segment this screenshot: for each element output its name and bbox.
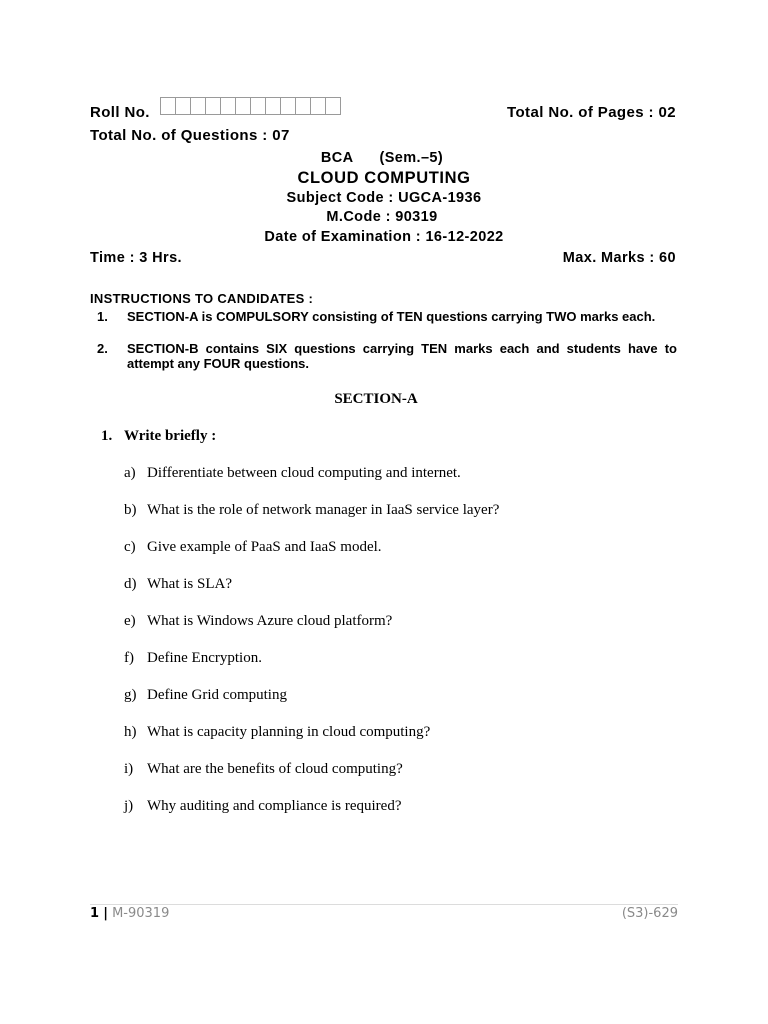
programme-line xyxy=(0,150,766,166)
part-text: What are the benefits of cloud computing? xyxy=(147,761,403,777)
roll-number-box[interactable] xyxy=(205,97,221,115)
footer-divider xyxy=(90,904,678,905)
question-number: 1. xyxy=(101,428,113,444)
course-title: CLOUD COMPUTING xyxy=(297,169,471,187)
question-part xyxy=(124,539,382,556)
footer-page-number: 1 xyxy=(90,906,100,921)
instruction-number: 1. xyxy=(97,309,108,324)
question-part xyxy=(124,761,403,778)
roll-number-box[interactable] xyxy=(220,97,236,115)
question-part xyxy=(124,613,392,630)
part-letter: f) xyxy=(124,650,134,666)
part-text: Why auditing and compliance is required? xyxy=(147,798,402,814)
subject-code: Subject Code : UGCA-1936 xyxy=(286,190,482,206)
max-marks: Max. Marks : 60 xyxy=(562,250,676,266)
part-letter: g) xyxy=(124,687,137,703)
footer-left xyxy=(90,906,169,921)
part-text: Differentiate between cloud computing and internet. xyxy=(147,465,461,481)
semester: (Sem.–5) xyxy=(379,150,444,166)
part-letter: b) xyxy=(124,502,137,518)
roll-number-label: Roll No. xyxy=(90,104,150,121)
footer-code: M-90319 xyxy=(112,906,170,921)
part-text: Give example of PaaS and IaaS model. xyxy=(147,539,382,555)
instructions-heading: INSTRUCTIONS TO CANDIDATES : xyxy=(90,291,314,306)
part-text: Define Grid computing xyxy=(147,687,287,703)
part-text: What is Windows Azure cloud platform? xyxy=(147,613,393,629)
part-letter: e) xyxy=(124,613,136,629)
section-a-title: SECTION-A xyxy=(334,391,418,407)
instruction-number: 2. xyxy=(97,341,108,356)
part-letter: h) xyxy=(124,724,137,740)
part-letter: a) xyxy=(124,465,136,481)
question-part xyxy=(124,465,461,482)
instruction-text: SECTION-B contains SIX questions carrying TEN marks each and students have to attempt any FOUR questions. xyxy=(127,341,677,371)
footer-separator: | xyxy=(103,906,108,921)
roll-number-box[interactable] xyxy=(265,97,281,115)
roll-number-box[interactable] xyxy=(325,97,341,115)
part-letter: d) xyxy=(124,576,137,592)
instruction-item xyxy=(90,309,677,324)
footer-right: (S3)-629 xyxy=(621,906,678,921)
part-text: What is the role of network manager in IaaS service layer? xyxy=(147,502,500,518)
part-letter: i) xyxy=(124,761,134,777)
question-part xyxy=(124,798,402,815)
roll-number-box[interactable] xyxy=(295,97,311,115)
question-part xyxy=(124,687,287,704)
part-text: What is capacity planning in cloud computing? xyxy=(147,724,431,740)
question-title: Write briefly : xyxy=(124,428,217,444)
exam-time: Time : 3 Hrs. xyxy=(90,250,182,266)
roll-number-box[interactable] xyxy=(190,97,206,115)
roll-number-box[interactable] xyxy=(280,97,296,115)
roll-number-box[interactable] xyxy=(250,97,266,115)
roll-number-boxes[interactable] xyxy=(160,97,340,115)
question-part xyxy=(124,650,262,667)
programme: BCA xyxy=(320,150,354,166)
part-text: What is SLA? xyxy=(147,576,232,592)
exam-date: Date of Examination : 16-12-2022 xyxy=(264,229,504,245)
part-text: Define Encryption. xyxy=(147,650,262,666)
roll-number-box[interactable] xyxy=(310,97,326,115)
instruction-text: SECTION-A is COMPULSORY consisting of TEN questions carrying TWO marks each. xyxy=(127,309,656,324)
instruction-item xyxy=(90,341,677,371)
question-part xyxy=(124,502,499,519)
m-code: M.Code : 90319 xyxy=(326,209,438,225)
total-questions: Total No. of Questions : 07 xyxy=(90,127,290,144)
roll-number-box[interactable] xyxy=(235,97,251,115)
question-part xyxy=(124,576,232,593)
part-letter: c) xyxy=(124,539,136,555)
total-pages: Total No. of Pages : 02 xyxy=(507,104,676,121)
question-part xyxy=(124,724,430,741)
roll-number-box[interactable] xyxy=(160,97,176,115)
roll-number-box[interactable] xyxy=(175,97,191,115)
part-letter: j) xyxy=(124,798,134,814)
